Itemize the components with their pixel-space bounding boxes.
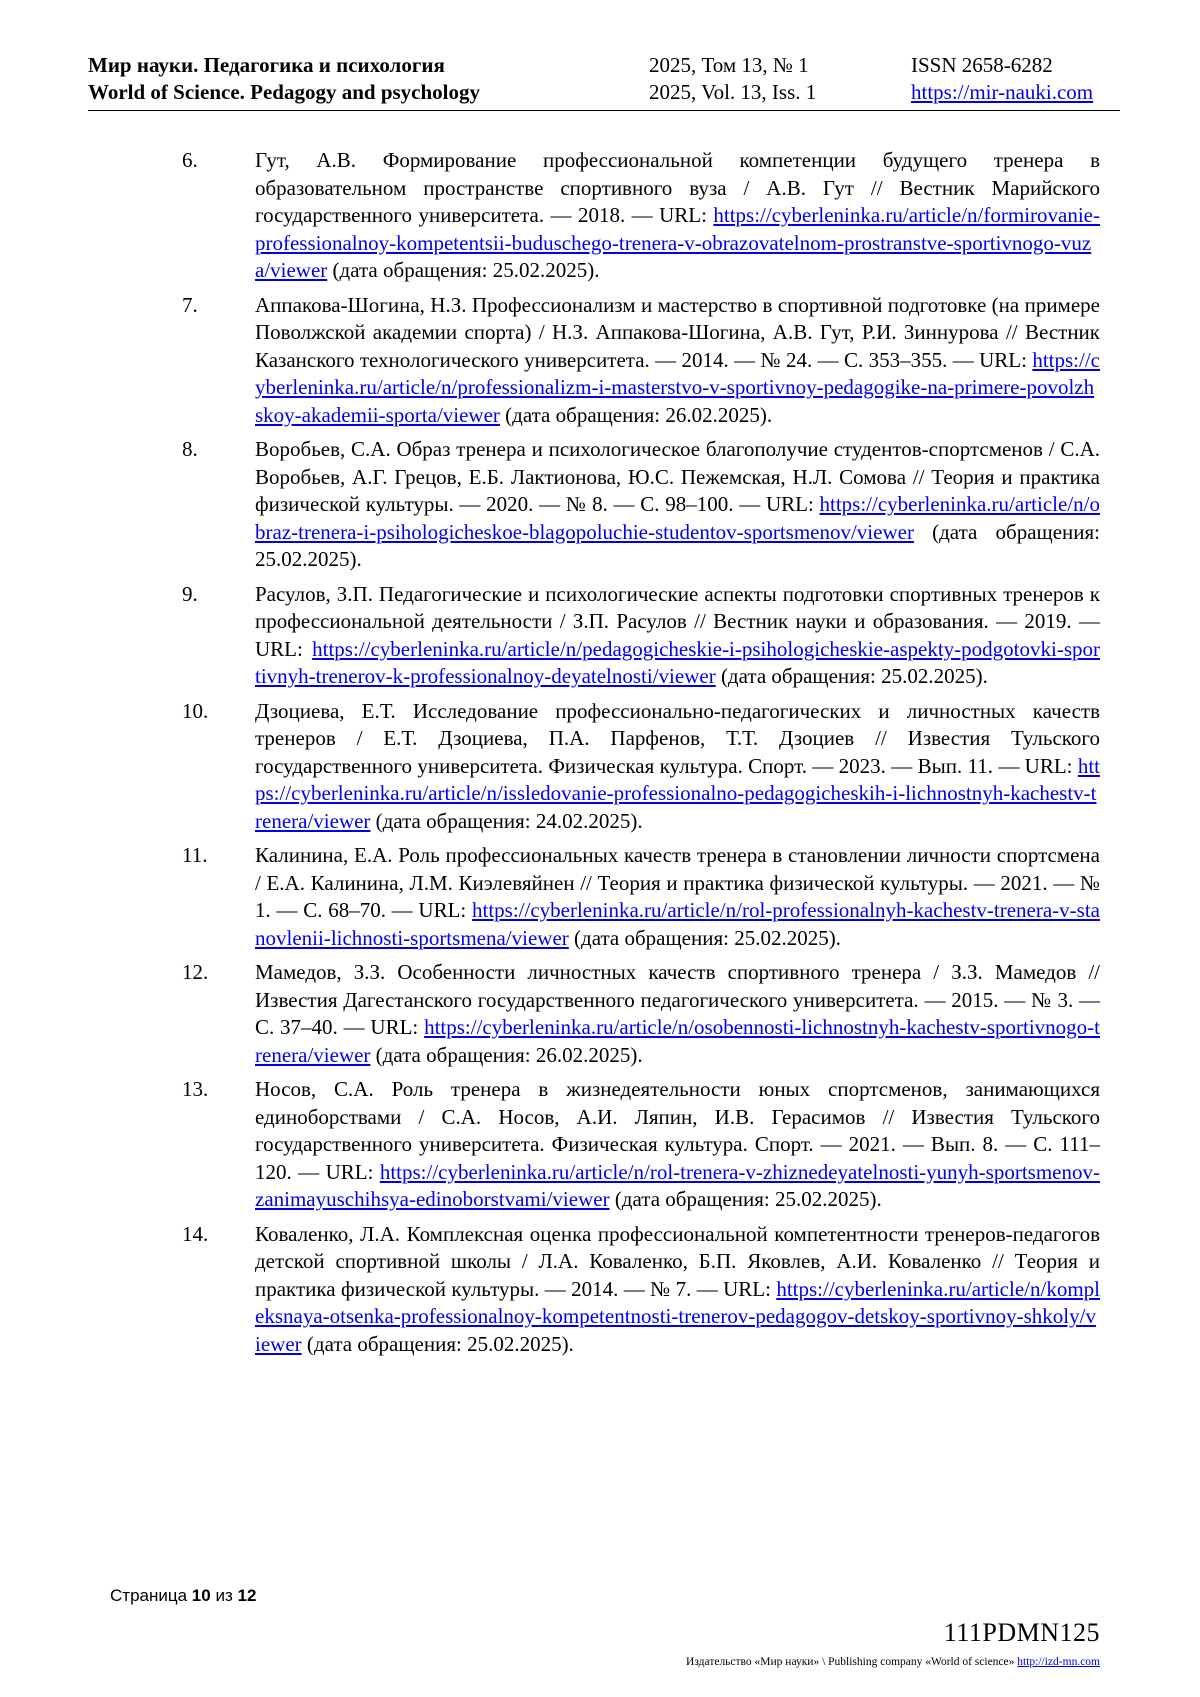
reference-access-date: (дата обращения: 25.02.2025). [301, 1331, 574, 1356]
journal-title-ru: Мир науки. Педагогика и психология [88, 53, 445, 77]
reference-url-link[interactable]: https://cyberleninka.ru/article/n/osobennosti-lichnostnyh-kachestv-sportivnogo-trenera/viewer [255, 1015, 1100, 1067]
reference-url-link[interactable]: https://cyberleninka.ru/article/n/kompleksnaya-otsenka-professionalnoy-kompetentnosti-trenerov-pedagogov-detskoy-sportivnoy-shkoly/viewer [255, 1276, 1100, 1356]
reference-number: 8. [182, 437, 198, 461]
reference-citation: Расулов, З.П. Педагогические и психологические аспекты подготовки спортивных тренеров к профессиональной деятельности / З.П. Расулов // Вестник науки и образования. — 2019. — URL: [255, 581, 1100, 661]
reference-url-link[interactable]: https://cyberleninka.ru/article/n/obraz-trenera-i-psihologicheskoe-blagopoluchie-studentov-sportsmenov/viewer [255, 492, 1100, 544]
publisher-text: Издательство «Мир науки» \ Publishing company «World of science» [686, 1656, 1018, 1668]
reference-access-date: (дата обращения: 25.02.2025). [715, 664, 988, 688]
reference-citation: Носов, С.А. Роль тренера в жизнедеятельности юных спортсменов, занимающихся единоборствами / С.А. Носов, А.И. Ляпин, И.В. Герасимов // Известия Тульского государственного университета. Физическая культура. Спорт. — 2021. — Вып. 8. — С. 111–120. — URL: [255, 1077, 1100, 1184]
reference-list [182, 147, 1100, 1365]
reference-item [182, 959, 1100, 1069]
reference-text [255, 147, 1100, 285]
reference-item [182, 581, 1100, 691]
reference-text [255, 959, 1100, 1069]
reference-access-date: (дата обращения: 26.02.2025). [499, 402, 773, 427]
reference-number: 13. [182, 1077, 209, 1101]
issn-block [911, 52, 1093, 106]
reference-text [255, 1221, 1100, 1359]
reference-item [182, 698, 1100, 836]
page-separator: из [215, 1586, 233, 1605]
reference-text [255, 581, 1100, 691]
reference-number: 7. [182, 292, 198, 317]
reference-citation: Мамедов, З.З. Особенности личностных качеств спортивного тренера / З.З. Мамедов // Известия Дагестанского государственного педагогического университета. — 2015. — № 3. — С. 37–40. — URL: [255, 960, 1100, 1039]
reference-access-date: (дата обращения: 26.02.2025). [370, 1042, 643, 1067]
reference-access-date: (дата обращения: 24.02.2025). [370, 808, 643, 833]
reference-item [182, 292, 1100, 430]
volume-ru: 2025, Том 13, № 1 [649, 53, 809, 77]
reference-item [182, 436, 1100, 574]
document-code: 111PDMN125 [943, 1618, 1100, 1647]
reference-number: 10. [182, 698, 209, 723]
reference-item [182, 1076, 1100, 1214]
reference-url-link[interactable]: https://cyberleninka.ru/article/n/pedagogicheskie-i-psihologicheskie-aspekty-podgotovki-sportivnyh-trenerov-k-professionalnoy-deyatelnosti/viewer [255, 636, 1100, 688]
publisher-line [686, 1656, 1100, 1668]
page-current: 10 [191, 1586, 211, 1605]
page-total: 12 [237, 1586, 257, 1605]
reference-url-link[interactable]: https://cyberleninka.ru/article/n/professionalizm-i-masterstvo-v-sportivnoy-pedagogike-na-primere-povolzhskoy-akademii-sporta/viewer [255, 347, 1100, 427]
reference-access-date: (дата обращения: 25.02.2025). [327, 258, 600, 282]
journal-website-link[interactable]: https://mir-nauki.com [911, 80, 1094, 104]
reference-citation: Дзоциева, Е.Т. Исследование профессионально-педагогических и личностных качеств тренеров / Е.Т. Дзоциева, П.А. Парфенов, Т.Т. Дзоциев // Известия Тульского государственного университета. Физическая культура. Спорт. — 2023. — Вып. 11. — URL: [255, 698, 1100, 778]
issn: ISSN 2658-6282 [911, 53, 1053, 77]
reference-number: 6. [182, 148, 198, 172]
reference-url-link[interactable]: https://cyberleninka.ru/article/n/rol-professionalnyh-kachestv-trenera-v-stanovlenii-lichnosti-sportsmena/viewer [255, 898, 1100, 950]
volume-block [649, 52, 816, 106]
reference-text [255, 698, 1100, 836]
reference-item [182, 147, 1100, 285]
reference-access-date: (дата обращения: 25.02.2025). [568, 925, 841, 950]
reference-text [255, 842, 1100, 952]
journal-header [88, 52, 1120, 111]
reference-item [182, 842, 1100, 952]
reference-text [255, 436, 1100, 574]
reference-item [182, 1221, 1100, 1359]
reference-text [255, 292, 1100, 430]
publisher-link[interactable]: http://izd-mn.com [1017, 1656, 1100, 1668]
page-counter [110, 1586, 256, 1606]
reference-number: 12. [182, 960, 209, 984]
reference-access-date: (дата обращения: 25.02.2025). [255, 519, 1100, 571]
reference-access-date: (дата обращения: 25.02.2025). [609, 1187, 882, 1211]
page-prefix: Страница [110, 1586, 188, 1605]
journal-title-block [88, 52, 480, 106]
volume-en: 2025, Vol. 13, Iss. 1 [649, 80, 817, 104]
reference-number: 14. [182, 1221, 209, 1246]
reference-number: 11. [182, 843, 208, 867]
reference-citation: Аппакова-Шогина, Н.З. Профессионализм и мастерство в спортивной подготовке (на примере Поволжской академии спорта) / Н.З. Аппакова-Шогина, А.В. Гут, Р.И. Зиннурова // Вестник Казанского технологического университета. — 2014. — № 24. — С. 353–355. — URL: [255, 292, 1100, 372]
reference-url-link[interactable]: https://cyberleninka.ru/article/n/issledovanie-professionalno-pedagogicheskih-i-lichnostnyh-kachestv-trenera/viewer [255, 753, 1100, 833]
reference-citation: Гут, А.В. Формирование профессиональной компетенции будущего тренера в образовательном пространстве спортивного вуза / А.В. Гут // Вестник Марийского государственного университета. — 2018. — URL: [255, 148, 1100, 227]
reference-url-link[interactable]: https://cyberleninka.ru/article/n/formirovanie-professionalnoy-kompetentsii-buduschego-trenera-v-obrazovatelnom-prostranstve-sportivnogo-vuza/viewer [255, 203, 1100, 282]
journal-title-en: World of Science. Pedagogy and psychology [88, 80, 481, 104]
reference-url-link[interactable]: https://cyberleninka.ru/article/n/rol-trenera-v-zhiznedeyatelnosti-yunyh-sportsmenov-zanimayuschihsya-edinoborstvami/viewer [255, 1159, 1100, 1211]
reference-citation: Калинина, Е.А. Роль профессиональных качеств тренера в становлении личности спортсмена / Е.А. Калинина, Л.М. Киэлевяйнен // Теория и практика физической культуры. — 2021. — № 1. — С. 68–70. — URL: [255, 843, 1100, 922]
reference-text [255, 1076, 1100, 1214]
reference-citation: Воробьев, С.А. Образ тренера и психологическое благополучие студентов-спортсменов / С.А. Воробьев, А.Г. Грецов, Е.Б. Лактионова, Ю.С. Пежемская, Н.Л. Сомова // Теория и практика физической культуры. — 2020. — № 8. — С. 98–100. — URL: [255, 437, 1100, 516]
reference-citation: Коваленко, Л.А. Комплексная оценка профессиональной компетентности тренеров-педагогов детской спортивной школы / Л.А. Коваленко, Б.П. Яковлев, А.И. Коваленко // Теория и практика физической культуры. — 2014. — № 7. — URL: [255, 1221, 1100, 1301]
reference-number: 9. [182, 581, 198, 606]
